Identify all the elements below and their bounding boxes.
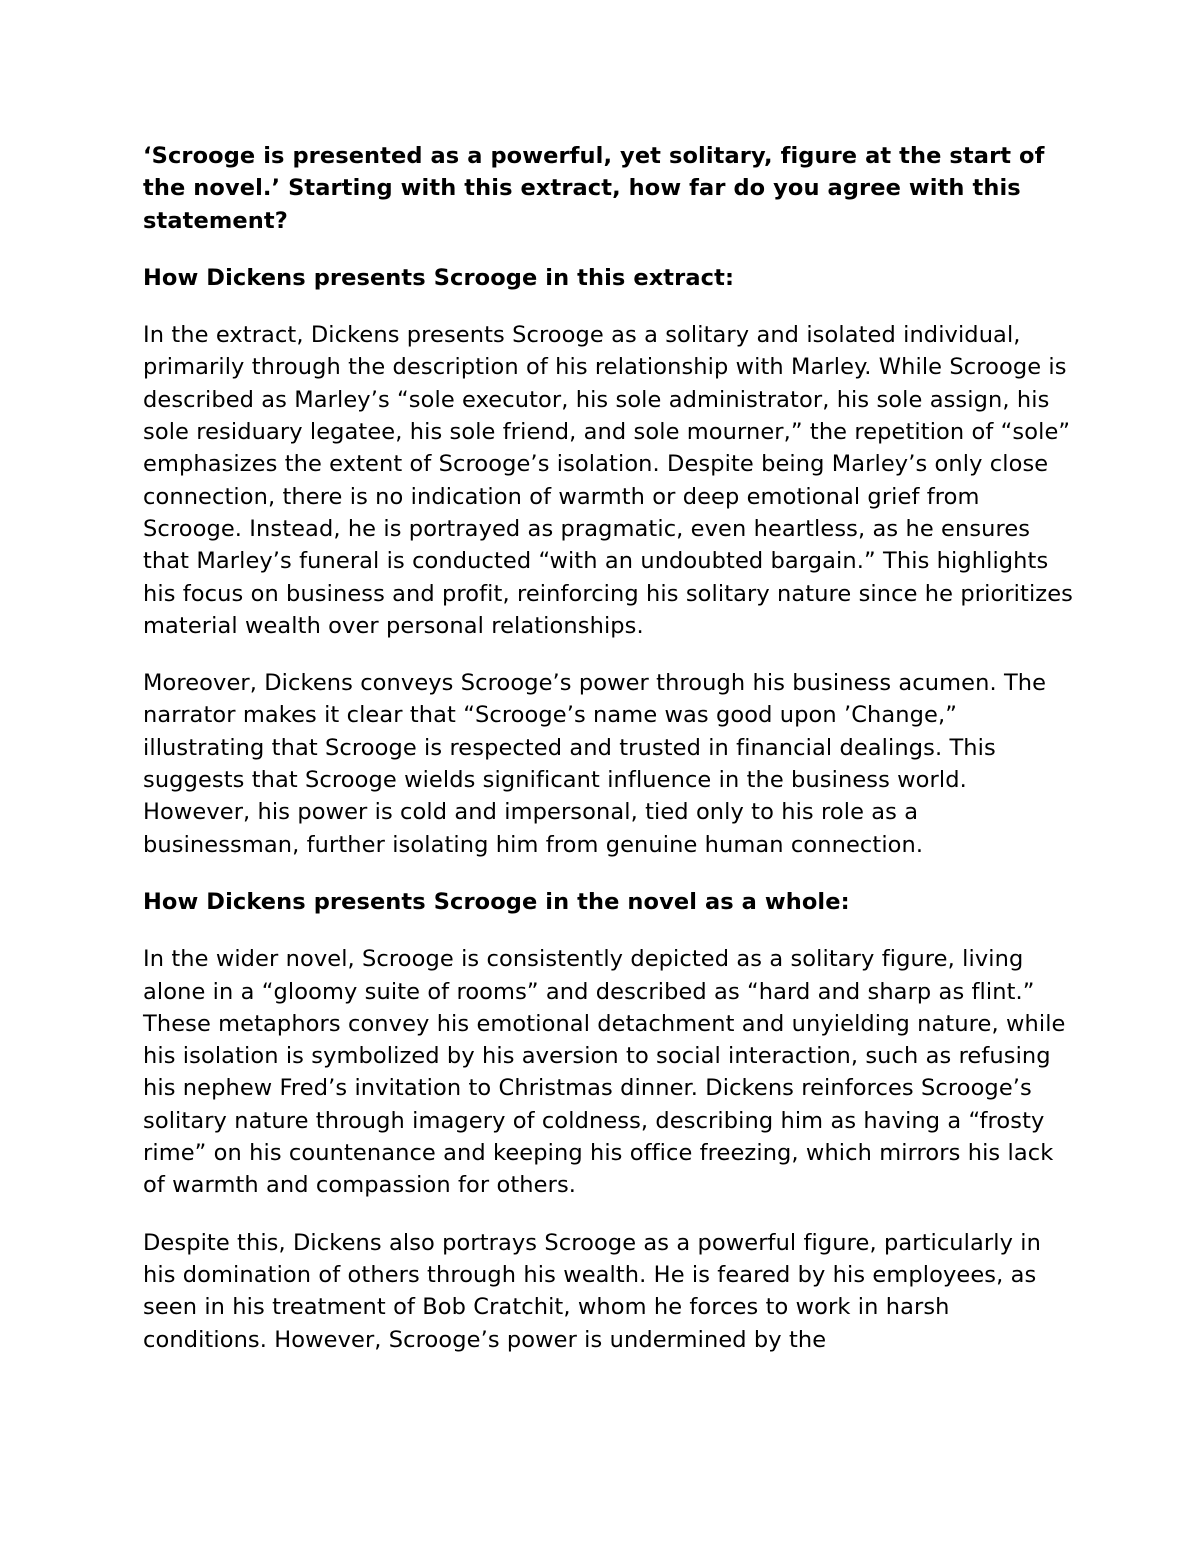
paragraph: Despite this, Dickens also portrays Scrooge as a powerful figure, particularly in his domination of others through his wealth. He is feared by his employees, as seen in his treatment of Bob Cratchit, whom he forces to work in harsh conditions. However, Scrooge’s power is undermined by the xyxy=(143,1229,1041,1353)
paragraph: Moreover, Dickens conveys Scrooge’s power through his business acumen. The narrator makes it clear that “Scrooge’s name was good upon ’Change,” illustrating that Scrooge is respected and trusted in financial dealings. This suggests that Scrooge wields significant influence in the business world. However, his power is cold and impersonal, tied only to his role as a businessman, further isolating him from genuine human connection. xyxy=(143,670,1047,858)
section-heading-extract: How Dickens presents Scrooge in this extract: xyxy=(143,264,735,291)
essay-question: ‘Scrooge is presented as a powerful, yet solitary, figure at the start of the novel.’ Starting with this extract, how far do you agree with this statement? xyxy=(143,143,1045,234)
paragraph: In the wider novel, Scrooge is consistently depicted as a solitary figure, living alone in a “gloomy suite of rooms” and described as “hard and sharp as flint.” These metaphors convey his emotional detachment and unyielding nature, while his isolation is symbolized by his aversion to social interaction, such as refusing his nephew Fred’s invitation to Christmas dinner. Dickens reinforces Scrooge’s solitary nature through imagery of coldness, describing him as having a “frosty rime” on his countenance and keeping his office freezing, which mirrors his lack of warmth and compassion for others. xyxy=(143,946,1066,1199)
section-heading-novel: How Dickens presents Scrooge in the novel as a whole: xyxy=(143,888,850,915)
document-page xyxy=(143,140,1073,1381)
paragraph: In the extract, Dickens presents Scrooge as a solitary and isolated individual, primarily through the description of his relationship with Marley. While Scrooge is described as Marley’s “sole executor, his sole administrator, his sole assign, his sole residuary legatee, his sole friend, and sole mourner,” the repetition of “sole” emphasizes the extent of Scrooge’s isolation. Despite being Marley’s only close connection, there is no indication of warmth or deep emotional grief from Scrooge. Instead, he is portrayed as pragmatic, even heartless, as he ensures that Marley’s funeral is conducted “with an undoubted bargain.” This highlights his focus on business and profit, reinforcing his solitary nature since he prioritizes material wealth over personal relationships. xyxy=(143,322,1073,639)
